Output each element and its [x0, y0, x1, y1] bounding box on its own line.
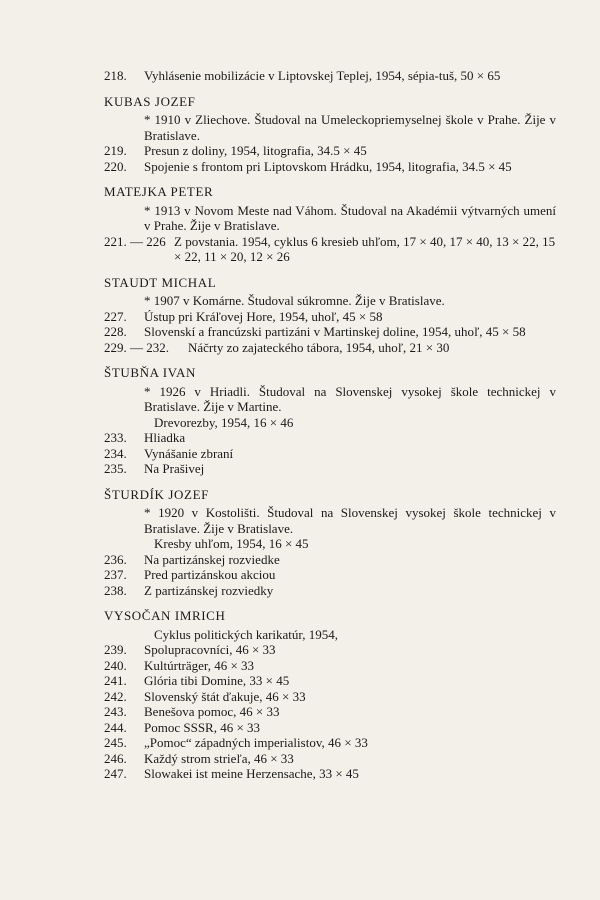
catalogue-entry [104, 324, 556, 340]
entry-number: 237. [104, 567, 127, 582]
catalogue-entry [104, 642, 556, 658]
entry-text: Benešova pomoc, 46 × 33 [144, 704, 280, 719]
entry-number: 239. [104, 642, 127, 657]
series-subtitle: Cyklus politických karikatúr, 1954, [154, 626, 338, 642]
entry-number: 233. [104, 430, 127, 445]
entry-number: 229. — 232. [104, 339, 169, 355]
entry-text: „Pomoc“ západných imperialistov, 46 × 33 [144, 735, 368, 750]
catalogue-entry [104, 159, 556, 175]
entry-text: Náčrty zo zajateckého tábora, 1954, uhoľ, 21 × 30 [188, 339, 450, 355]
catalogue-entry [104, 309, 556, 325]
entry-number: 241. [104, 673, 127, 688]
entry-number: 218. [104, 68, 127, 83]
catalogue-entry [104, 340, 556, 356]
entry-text: Slovenskí a francúzski partizáni v Martinskej doline, 1954, uhoľ, 45 × 58 [144, 324, 526, 339]
catalogue-entry [104, 234, 556, 265]
catalogue-entry [104, 552, 556, 568]
entry-number: 238. [104, 582, 127, 598]
entry-number: 246. [104, 750, 127, 766]
catalogue-entry [104, 658, 556, 674]
artist-name: MATEJKA PETER [104, 184, 214, 199]
entry-text: Z povstania. 1954, cyklus 6 kresieb uhľom, 17 × 40, 17 × 40, 13 × 22, 15 × 22, 11 × 20, 12 × 26 [174, 233, 556, 264]
entry-number: 244. [104, 719, 127, 735]
catalogue-entry [104, 689, 556, 705]
entry-number: 236. [104, 551, 127, 567]
entry-text: Z partizánskej rozviedky [144, 582, 274, 598]
entry-text: Spojenie s frontom pri Liptovskom Hrádku, 1954, litografia, 34.5 × 45 [144, 158, 512, 174]
entry-text: Na partizánskej rozviedke [144, 551, 280, 567]
entry-text: Glória tibi Domine, 33 × 45 [144, 673, 290, 688]
entry-number: 243. [104, 704, 127, 719]
artist-name: VYSOČAN IMRICH [104, 608, 226, 623]
entry-number: 235. [104, 461, 127, 476]
entry-number: 228. [104, 324, 127, 339]
entry-text: Spolupracovníci, 46 × 33 [144, 642, 276, 657]
entry-number: 245. [104, 735, 127, 750]
artist-bio: * 1926 v Hriadli. Študoval na Slovenskej vysokej škole technickej v Bratislave. Žije v Martine. [144, 383, 556, 414]
catalogue-entry [104, 68, 556, 84]
artist-name: ŠTUBŇA IVAN [104, 365, 196, 380]
catalogue-entry [104, 583, 556, 599]
artist-name: KUBAS JOZEF [104, 93, 196, 109]
entry-number: 242. [104, 688, 127, 704]
catalogue-entry [104, 720, 556, 736]
catalogue-entry [104, 673, 556, 689]
catalogue-entry [104, 567, 556, 583]
series-subtitle: Drevorezby, 1954, 16 × 46 [154, 414, 294, 430]
entry-number: 221. — 226 [104, 233, 166, 249]
catalogue-entry [104, 751, 556, 767]
entry-number: 240. [104, 657, 127, 673]
entry-number: 227. [104, 308, 127, 324]
artist-bio: * 1913 v Novom Meste nad Váhom. Študoval na Akadémii výtvarných umení v Prahe. Žije v Bratislave. [144, 202, 556, 233]
entry-number: 234. [104, 445, 127, 461]
entry-text: Kultúrträger, 46 × 33 [144, 657, 255, 673]
catalogue-entry [104, 143, 556, 159]
catalogue-text [104, 68, 556, 782]
entry-text: Pred partizánskou akciou [144, 567, 276, 582]
catalogue-entry [104, 735, 556, 751]
entry-text: Slowakei ist meine Herzensache, 33 × 45 [144, 766, 359, 781]
catalogue-entry [104, 461, 556, 477]
artist-name: STAUDT MICHAL [104, 274, 217, 290]
entry-text: Hliadka [144, 430, 186, 445]
entry-text: Na Prašivej [144, 461, 205, 476]
artist-bio: * 1907 v Komárne. Študoval súkromne. Žije v Bratislave. [144, 293, 445, 308]
series-subtitle: Kresby uhľom, 1954, 16 × 45 [154, 536, 309, 551]
entry-text: Ústup pri Kráľovej Hore, 1954, uhoľ, 45 × 58 [144, 308, 383, 324]
artist-bio: * 1910 v Zliechove. Študoval na Umeleckopriemyselnej škole v Prahe. Žije v Bratislave. [144, 112, 556, 143]
catalogue-entry [104, 766, 556, 782]
entry-text: Každý strom strieľa, 46 × 33 [144, 750, 294, 766]
entry-text: Pomoc SSSR, 46 × 33 [144, 719, 261, 735]
catalogue-entry [104, 704, 556, 720]
entry-number: 219. [104, 143, 127, 158]
entry-text: Vyhlásenie mobilizácie v Liptovskej Teplej, 1954, sépia-tuš, 50 × 65 [144, 68, 501, 83]
artist-bio: * 1920 v Kostolišti. Študoval na Slovenskej vysokej škole technickej v Bratislave. Žije v Bratislave. [144, 505, 556, 536]
catalogue-entry [104, 446, 556, 462]
entry-text: Presun z doliny, 1954, litografia, 34.5 × 45 [144, 143, 367, 158]
entry-text: Slovenský štát ďakuje, 46 × 33 [144, 688, 306, 704]
entry-number: 220. [104, 158, 127, 174]
catalogue-entry [104, 430, 556, 446]
artist-name: ŠTURDÍK JOZEF [104, 486, 209, 502]
entry-number: 247. [104, 766, 127, 781]
entry-text: Vynášanie zbraní [144, 445, 234, 461]
